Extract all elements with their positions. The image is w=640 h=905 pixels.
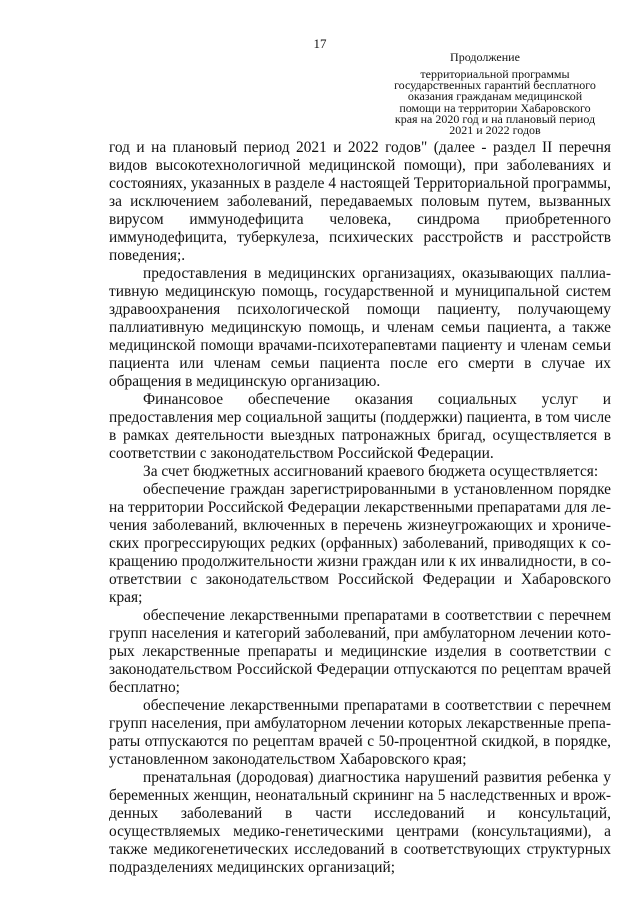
paragraph-orphan-drugs: обеспечение граждан зарегистрированными в установленном порядке на территории Российской Федерации лекарственными препаратами для лечения заболеваний, включенных в перечень жизнеугрожающих и хронических прогрессирующих редких (орфанных) заболеваний, приводящих к сокращению продолжительности жизни граждан или к их инвалидности, в соответствии с законодательством Российской Федерации и Хабаровского края; xyxy=(109,481,611,606)
document-body xyxy=(109,139,611,877)
paragraph-regional-budget: За счет бюджетных ассигнований краевого бюджета осуществляется: xyxy=(143,463,599,480)
paragraph-free-prescriptions: обеспечение лекарственными препаратами в соответствии с перечнем групп населения и категорий заболеваний, при амбулаторном лечении которых лекарственные препараты и медицинские изделия в соответствии с законодательством Российской Федерации отпускаются по рецептам врачей бесплатно; xyxy=(109,607,611,696)
paragraph-continuation: год и на плановый период 2021 и 2022 годов" (далее - раздел II перечня видов высокотехнологичной медицинской помощи), при заболеваниях и состояниях, указанных в разделе 4 настоящей Территориальной программы, за исключением заболеваний, передаваемых половым путем, вызванных вирусом иммунодефицита человека, синдрома приобретенного иммунодефицита, туберкулеза, психических расстройств и расстройств поведения;. xyxy=(109,139,611,264)
paragraph-discount-prescriptions: обеспечение лекарственными препаратами в соответствии с перечнем групп населения, при амбулаторном лечении которых лекарственные препараты отпускаются по рецептам врачей с 50-процентной скидкой, в порядке, установленном законодательством Хабаровского края; xyxy=(109,697,611,768)
paragraph-prenatal-diagnostics: пренатальная (дородовая) диагностика нарушений развития ребенка у беременных женщин, неонатальный скрининг на 5 наследственных и врожденных заболеваний в части исследований и консультаций, осуществляемых медико-генетическими центрами (консультациями), а также медикогенетических исследований в соответствующих структурных подразделениях медицинских организаций; xyxy=(109,769,611,876)
page-number: 17 xyxy=(313,36,327,51)
header-line: помощи на территории Хабаровского xyxy=(399,100,591,115)
header-line: территориальной программы xyxy=(420,67,570,81)
continuation-label: Продолжение xyxy=(450,50,520,64)
header-line: края на 2020 год и на плановый период xyxy=(394,111,596,126)
program-header xyxy=(370,69,620,136)
header-line: оказания гражданам медицинской xyxy=(407,89,583,104)
paragraph-social-services: Финансовое обеспечение оказания социальных услуг и предоставления мер социальной защиты (поддержки) пациента, в том числе в рамках деятельности выездных патронажных бригад, осуществляется в соответствии с законодательством Российской Федерации. xyxy=(109,391,611,462)
header-line: государственных гарантий бесплатного xyxy=(394,78,596,93)
paragraph-palliative-psychology: предоставления в медицинских организациях, оказывающих паллиативную медицинскую помощь, государственной и муниципальной систем здравоохранения психологической помощи пациенту, получающему паллиативную медицинскую помощь, и членам семьи пациента, а также медицинской помощи врачами-психотерапевтами пациенту и членам семьи пациента или членам семьи пациента после его смерти в случае их обращения в медицинскую организацию. xyxy=(109,265,611,390)
header-line: 2021 и 2022 годов xyxy=(449,123,541,138)
